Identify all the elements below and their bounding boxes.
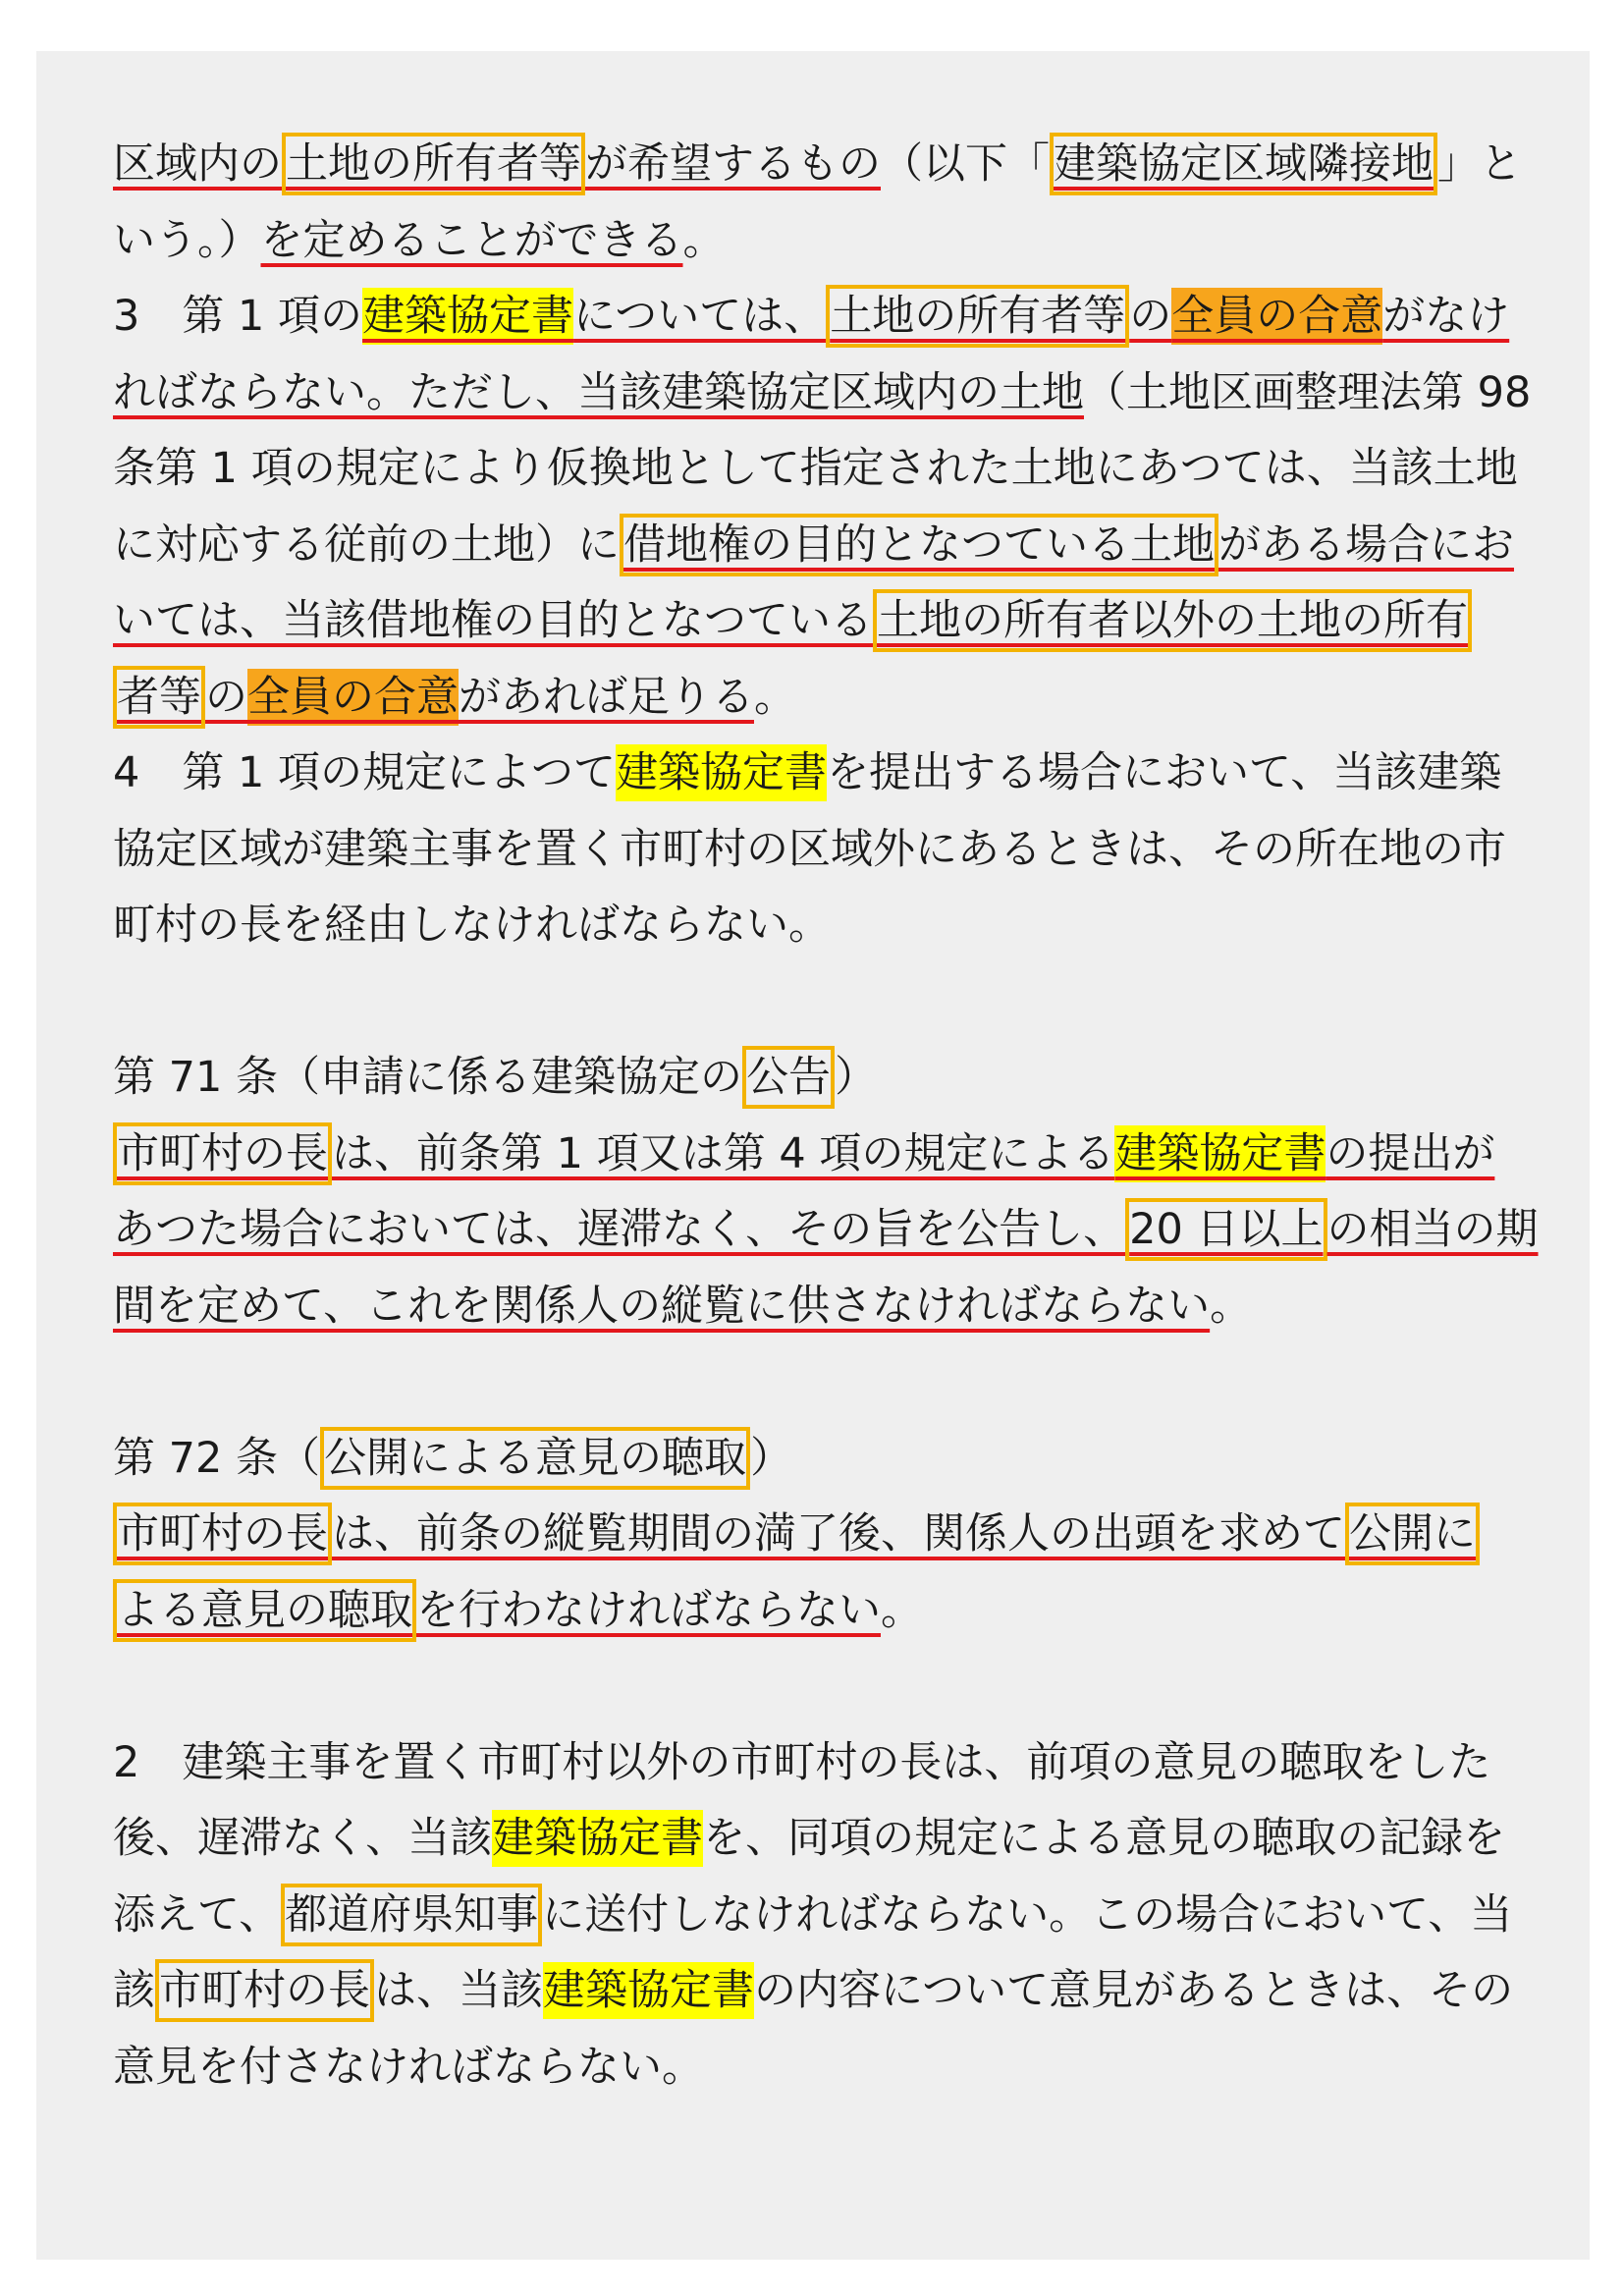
text-run: 。 <box>682 215 726 265</box>
underlined-text: の相当の期 <box>1326 1205 1539 1254</box>
underlined-text: 間を定めて、これを関係人の縦覧に供さなければならない <box>113 1281 1211 1331</box>
text-line <box>113 1801 1576 1878</box>
article-heading <box>113 1421 1576 1498</box>
text-line <box>113 736 1576 812</box>
text-run: 添えて、 <box>113 1889 282 1940</box>
boxed-term: 市町村の長 <box>113 1503 332 1565</box>
boxed-term: 公開による意見の聴取 <box>320 1427 750 1490</box>
text-line <box>113 888 1576 964</box>
blank-line <box>113 1649 1576 1725</box>
boxed-term: 市町村の長 <box>155 1959 374 2022</box>
text-run: 4 第 1 項の規定によつて <box>113 748 617 797</box>
highlighted-term: 建築協定書 <box>362 288 573 345</box>
underlined-text: を行わなければならない <box>416 1585 881 1635</box>
boxed-term: 市町村の長 <box>113 1122 332 1185</box>
text-line <box>113 127 1576 203</box>
boxed-term: 土地の所有者等 <box>826 285 1129 348</box>
text-line <box>113 203 1576 280</box>
underlined-text: あつた場合においては、遅滞なく、その旨を公告し、 <box>113 1205 1126 1254</box>
boxed-term: よる意見の聴取 <box>113 1579 416 1642</box>
article-heading <box>113 1040 1576 1117</box>
text-line <box>113 1878 1576 1954</box>
text-run: （以下「 <box>881 139 1050 189</box>
text-line <box>113 1573 1576 1650</box>
highlighted-term: 建築協定書 <box>1114 1125 1325 1182</box>
underlined-text: は、前条の縦覧期間の満了後、関係人の出頭を求めて <box>332 1509 1345 1558</box>
text-run: 条第 1 項の規定により仮換地として指定された土地にあつては、当該土地 <box>113 444 1518 493</box>
text-run: 第 72 条（ <box>113 1433 321 1483</box>
orange-highlighted-term: 全員の合意 <box>1171 288 1382 345</box>
article-70-continued <box>113 127 1576 964</box>
text-line <box>113 1269 1576 1345</box>
text-run: ） <box>750 1433 793 1483</box>
underlined-text: があれば足りる <box>459 672 754 722</box>
blank-line <box>113 964 1576 1041</box>
boxed-term: 都道府県知事 <box>281 1884 542 1946</box>
text-line <box>113 660 1576 737</box>
underlined-text: ればならない。ただし、当該建築協定区域内の土地 <box>113 367 1084 417</box>
text-line <box>113 1117 1576 1193</box>
boxed-term: 土地の所有者以外の土地の所有 <box>873 589 1472 652</box>
text-run: 。 <box>754 672 796 722</box>
underlined-text: の提出が <box>1325 1128 1495 1178</box>
text-run: 2 建築主事を置く市町村以外の市町村の長は、前項の意見の聴取をした <box>113 1737 1491 1787</box>
text-line <box>113 1725 1576 1802</box>
text-run: いう。） <box>113 215 261 265</box>
underlined-text: がなけ <box>1382 292 1510 341</box>
text-line <box>113 508 1576 584</box>
boxed-term: 土地の所有者等 <box>282 133 585 195</box>
highlighted-term: 建築協定書 <box>616 744 827 801</box>
boxed-term: 借地権の目的となつている土地 <box>620 514 1218 576</box>
underlined-text: の <box>1129 292 1172 341</box>
orange-highlighted-term: 全員の合意 <box>247 669 459 726</box>
highlighted-term: 建築協定書 <box>543 1962 754 2019</box>
text-run: に対応する従前の土地）に <box>113 519 620 570</box>
underlined-text: 区域内の <box>113 139 282 189</box>
text-line <box>113 355 1576 432</box>
text-run: 第 71 条（申請に係る建築協定の <box>113 1053 743 1102</box>
underlined-text: がある場合にお <box>1218 519 1514 570</box>
boxed-term: 20 日以上 <box>1125 1198 1326 1261</box>
blank-line <box>113 1344 1576 1421</box>
boxed-term: 建築協定区域隣接地 <box>1050 133 1437 195</box>
text-run: に送付しなければならない。この場合において、当 <box>542 1889 1513 1940</box>
document-body <box>113 127 1576 2105</box>
underlined-text: が希望するもの <box>585 139 881 189</box>
text-run: の内容について意見があるときは、その <box>754 1966 1514 2015</box>
text-run: 。 <box>881 1585 923 1635</box>
highlighted-term: 建築協定書 <box>492 1810 703 1867</box>
article-71 <box>113 1040 1576 1344</box>
text-run: は、当該 <box>374 1966 543 2015</box>
text-line <box>113 1192 1576 1269</box>
text-run: 3 第 1 項の <box>113 292 363 341</box>
boxed-term: 者等 <box>113 666 205 729</box>
text-run: 意見を付さなければならない。 <box>113 2042 704 2092</box>
text-run: 後、遅滞なく、当該 <box>113 1814 493 1863</box>
text-run: 」と <box>1437 139 1522 189</box>
underlined-text: は、前条第 1 項又は第 4 項の規定による <box>332 1128 1115 1178</box>
boxed-term: 公開に <box>1345 1503 1480 1565</box>
text-run: 町村の長を経由しなければならない。 <box>113 901 831 950</box>
text-run: を、同項の規定による意見の聴取の記録を <box>703 1814 1506 1863</box>
underlined-text: いては、当該借地権の目的となつている <box>113 596 873 645</box>
text-line <box>113 1953 1576 2030</box>
boxed-term: 公告 <box>742 1046 835 1109</box>
text-line <box>113 812 1576 889</box>
text-run: を提出する場合において、当該建築 <box>827 748 1502 797</box>
text-line <box>113 431 1576 508</box>
underlined-text: の <box>205 672 247 722</box>
text-run: 協定区域が建築主事を置く市町村の区域外にあるときは、その所在地の市 <box>113 824 1506 874</box>
text-line <box>113 2030 1576 2106</box>
text-run: 。 <box>1210 1281 1253 1331</box>
text-run: ） <box>835 1053 878 1102</box>
text-run: 該 <box>113 1966 155 2015</box>
text-run: （土地区画整理法第 98 <box>1084 367 1532 417</box>
text-line <box>113 1497 1576 1573</box>
article-72 <box>113 1421 1576 2106</box>
text-line <box>113 583 1576 660</box>
text-line <box>113 279 1576 355</box>
underlined-text: を定めることができる <box>260 215 683 265</box>
underlined-text: については、 <box>573 292 827 341</box>
